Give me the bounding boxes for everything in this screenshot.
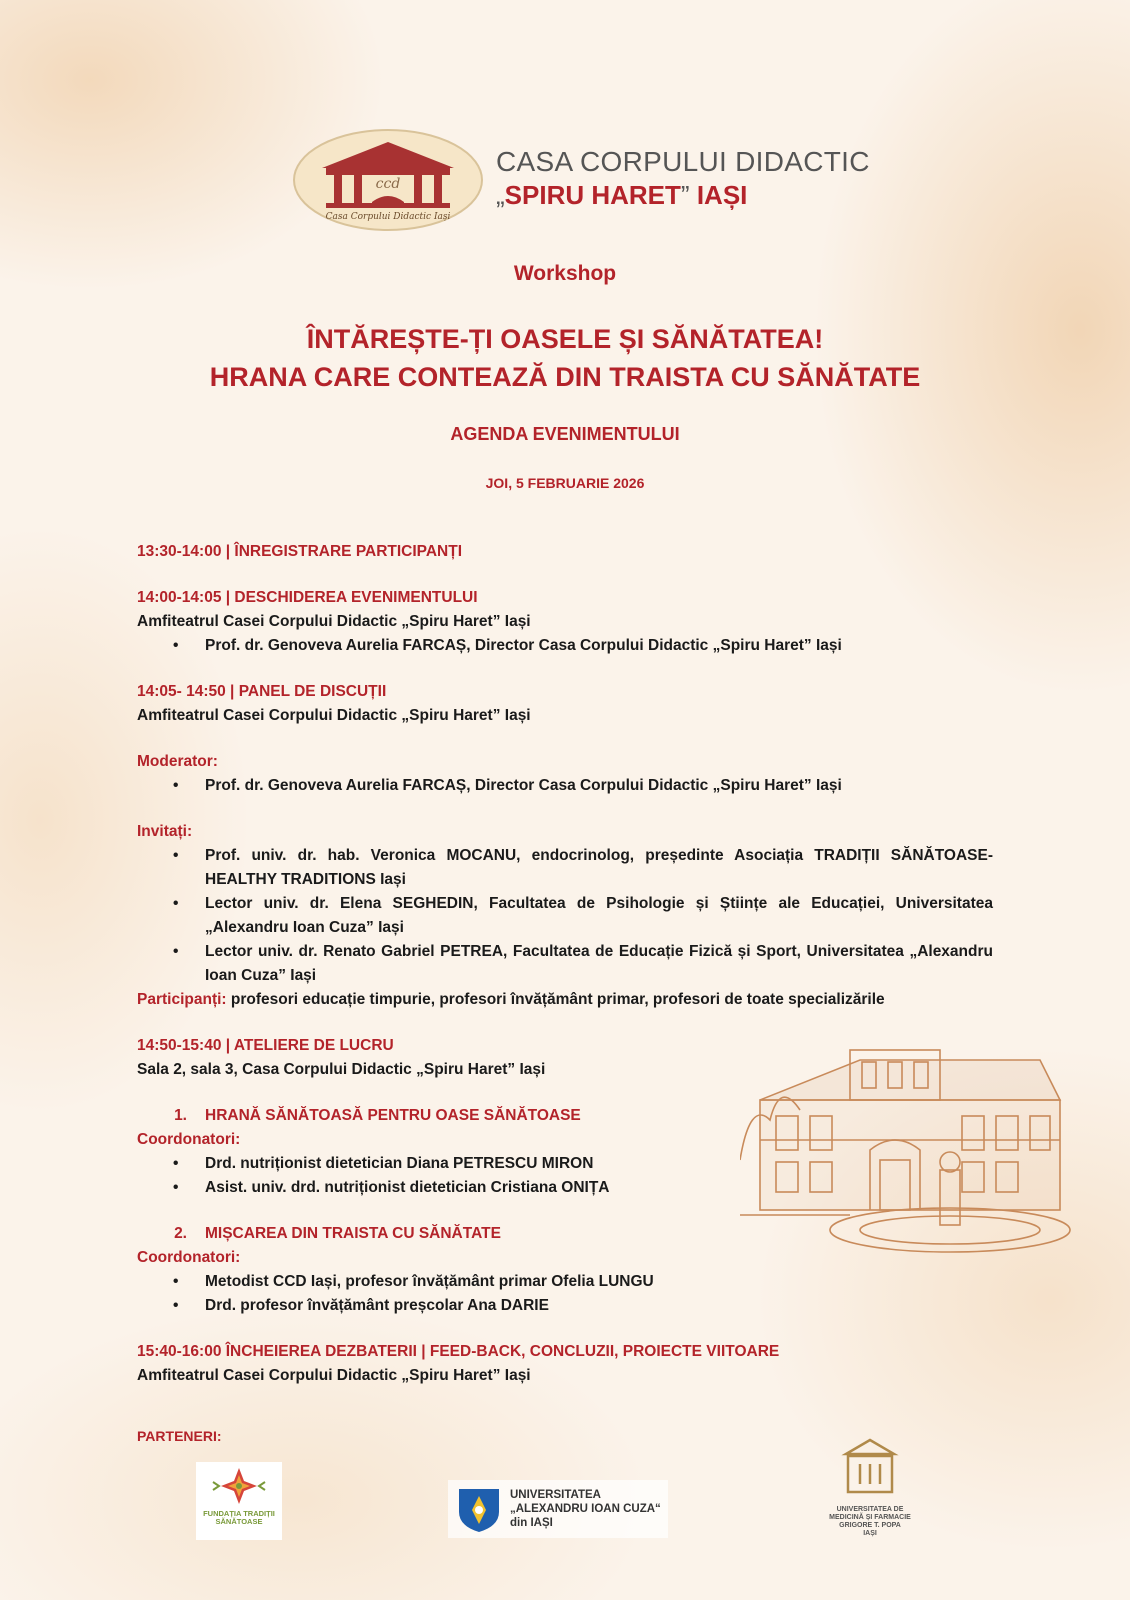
svg-text:ccd: ccd (375, 176, 401, 192)
panel-location: Amfiteatrul Casei Corpului Didactic „Spiru Haret” Iași (137, 707, 531, 724)
workshop-2-coord-label: Coordonatori: (137, 1249, 241, 1266)
opening-location: Amfiteatrul Casei Corpului Didactic „Spiru Haret” Iași (137, 613, 531, 630)
workshop-1-coord-label: Coordonatori: (137, 1131, 241, 1148)
partner-umf-logo (822, 1432, 918, 1548)
moderator-list (137, 774, 993, 798)
traditii-flower-icon (196, 1462, 282, 1540)
list-item: • Lector univ. dr. Renato Gabriel PETREA, Facultatea de Educație Fizică și Sport, Universitatea „Alexandru Ioan Cuza” Iași (137, 940, 993, 988)
guests-label: Invitați: (137, 823, 193, 840)
workshop-2-name: MIȘCAREA DIN TRAISTA CU SĂNĂTATE (205, 1225, 501, 1242)
oval-caption: Casa Corpului Didactic Iași (325, 212, 451, 222)
agenda-body (137, 540, 993, 1388)
page-title (0, 320, 1130, 396)
participants-line (137, 988, 993, 1012)
list-item: • Drd. nutriționist dietetician Diana PETRESCU MIRON (137, 1152, 993, 1176)
partner-2-line-2: „ALEXANDRU IOAN CUZA“ (510, 1503, 661, 1515)
list-item: • Prof. univ. dr. hab. Veronica MOCANU, endocrinolog, președinte Asociația TRADIȚII SĂNĂTOASE-HEALTHY TRADITIONS Iași (137, 844, 993, 892)
title-line-2: HRANA CARE CONTEAZĂ DIN TRAISTA CU SĂNĂTATE (209, 362, 921, 392)
title-line-1: ÎNTĂREȘTE-ȚI OASELE ȘI SĂNĂTATEA! (306, 324, 824, 354)
workshop-2-number: 2. (174, 1225, 187, 1242)
uaic-crest-icon (454, 1484, 504, 1534)
workshop-label: Workshop (513, 262, 617, 285)
partner-2-line-3: din IAȘI (510, 1517, 553, 1529)
closing-location: Amfiteatrul Casei Corpului Didactic „Spiru Haret” Iași (137, 1367, 531, 1384)
workshop-2-coordinators (137, 1270, 993, 1318)
agenda-heading: AGENDA EVENIMENTULUI (450, 424, 680, 444)
registration-heading: 13:30-14:00 | ÎNREGISTRARE PARTICIPANȚI (137, 543, 463, 560)
participants-text: profesori educație timpurie, profesori învățământ primar, profesori de toate specializările (226, 991, 885, 1008)
opening-speakers (137, 634, 993, 658)
guests-list (137, 844, 993, 988)
moderator-label: Moderator: (137, 753, 218, 770)
partners-heading: PARTENERI: (137, 1428, 222, 1444)
umf-temple-icon (822, 1432, 918, 1504)
list-item: • Lector univ. dr. Elena SEGHEDIN, Facultatea de Psihologie și Științe ale Educației, Universitatea „Alexandru Ioan Cuza” Iași (137, 892, 993, 940)
opening-heading: 14:00-14:05 | DESCHIDEREA EVENIMENTULUI (137, 589, 478, 606)
partner-1-name: FUNDAȚIA TRADIȚII SĂNĂTOASE (203, 1509, 275, 1526)
partner-3-line-1: UNIVERSITATEA DE (836, 1506, 904, 1513)
logo-line-2 (496, 180, 870, 211)
workshop-1-coordinators (137, 1152, 993, 1200)
partner-2-line-1: UNIVERSITATEA (510, 1489, 601, 1501)
list-item: • Prof. dr. Genoveva Aurelia FARCAȘ, Director Casa Corpului Didactic „Spiru Haret” Iași (137, 774, 993, 798)
ccd-logo (292, 128, 872, 236)
partner-uaic-logo (448, 1480, 668, 1538)
workshop-2-title (137, 1222, 993, 1246)
logo-quote-close: ” (680, 180, 690, 210)
logo-line-1: CASA CORPULUI DIDACTIC (496, 146, 870, 177)
partner-3-line-3: GRIGORE T. POPA (839, 1522, 901, 1529)
partner-traditii-sanatoase-logo (196, 1462, 282, 1540)
workshops-heading: 14:50-15:40 | ATELIERE DE LUCRU (137, 1037, 394, 1054)
partner-3-line-2: MEDICINĂ ȘI FARMACIE (829, 1514, 911, 1521)
logo-quote-open: „ (496, 180, 505, 210)
logo-name: SPIRU HARET (504, 180, 681, 210)
partner-3-line-4: IAȘI (863, 1530, 877, 1537)
panel-heading: 14:05- 14:50 | PANEL DE DISCUȚII (137, 683, 387, 700)
workshops-location: Sala 2, sala 3, Casa Corpului Didactic „Spiru Haret” Iași (137, 1061, 546, 1078)
closing-heading: 15:40-16:00 ÎNCHEIEREA DEZBATERII | FEED-BACK, CONCLUZII, PROIECTE VIITOARE (137, 1343, 780, 1360)
workshop-1-name: HRANĂ SĂNĂTOASĂ PENTRU OASE SĂNĂTOASE (205, 1107, 581, 1124)
event-date: JOI, 5 FEBRUARIE 2026 (485, 475, 645, 491)
list-item: • Drd. profesor învățământ preșcolar Ana DARIE (137, 1294, 993, 1318)
list-item: • Asist. univ. drd. nutriționist dietetician Cristiana ONIȚA (137, 1176, 993, 1200)
workshop-1-number: 1. (174, 1107, 187, 1124)
workshop-1-title (137, 1104, 993, 1128)
list-item: • Metodist CCD Iași, profesor învățământ primar Ofelia LUNGU (137, 1270, 993, 1294)
logo-city: IAȘI (689, 180, 748, 210)
participants-label: Participanți: (137, 991, 227, 1008)
list-item: • Prof. dr. Genoveva Aurelia FARCAȘ, Director Casa Corpului Didactic „Spiru Haret” Iași (137, 634, 993, 658)
